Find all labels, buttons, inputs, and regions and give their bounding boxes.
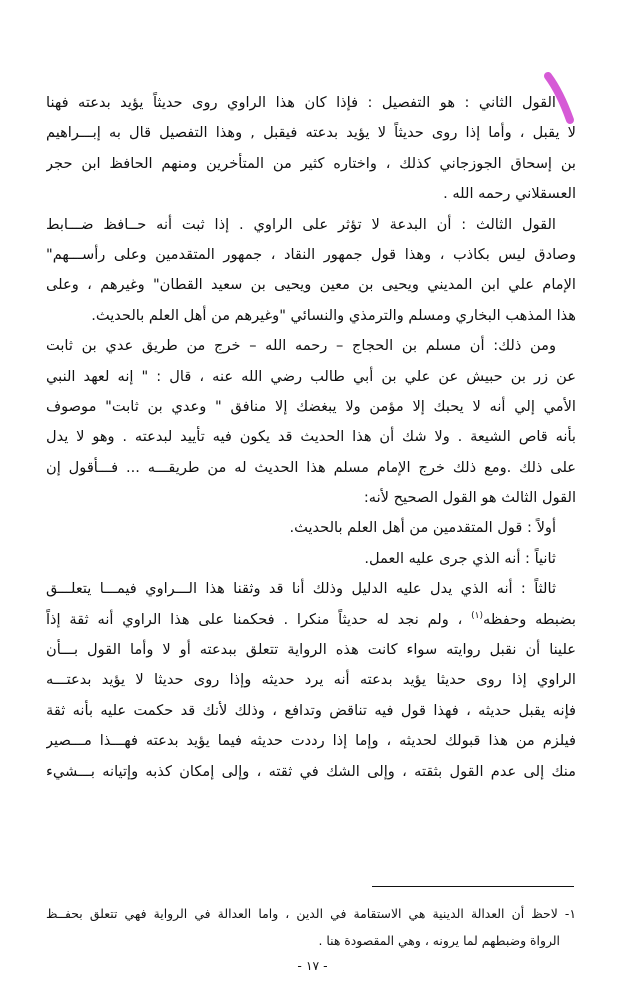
text-line: ومن ذلك: أن مسلم بن الحجاج – رحمه الله – خرج من طريق عدي بن ثابت (46, 337, 556, 355)
text-line: علينا أن نقبل روايته سواء كانت هذه الرواية تتعلق ببدعته أو لا وأما القول بـــأن (46, 641, 576, 659)
text-line: هذا المذهب البخاري ومسلم والترمذي والنسائي "وغيرهم من أهل العلم بالحديث. (91, 306, 576, 324)
text-segment: بضبطه وحفظه (483, 610, 576, 628)
text-line: القول الثاني : هو التفصيل : فإذا كان هذا الراوي روى حديثاً يؤيد بدعته فهنا (46, 94, 556, 111)
footnote-reference[interactable]: (١) (471, 610, 484, 621)
text-line: منك إلى عدم القول بثقته ، وإلى الشك في ثقته ، وإلى إمكان كذبه وإتيانه بـــشيء (46, 762, 576, 780)
text-segment: ، ولم نجد له حديثاً منكرا . فحكمنا على هذا الراوي أنه ثقة إذاً (46, 610, 463, 628)
footnote-separator (372, 886, 574, 887)
footnote-line: ١- لاحظ أن العدالة الدينية هي الاستقامة في الدين ، واما العدالة في الرواية فهي تتعلق بحفــظ (46, 906, 576, 921)
footnote (46, 900, 576, 954)
text-line: بأنه قاص الشيعة . ولا شك أن هذا الحديث قد يكون فيه تأييد لبدعته . وهو لا يدل (46, 428, 576, 446)
text-line: العسقلاني رحمه الله . (443, 185, 576, 203)
text-line: على ذلك .ومع ذلك خرج الإمام مسلم هذا الحديث له من طريقـــه ... فـــأقول إن (46, 458, 576, 476)
page-body (46, 88, 576, 787)
text-line: القول الثالث : أن البدعة لا تؤثر على الراوي . إذا ثبت أنه حــافظ ضـــابط (46, 215, 556, 233)
text-line: فيلزم من هذا قبولك لحديثه ، وإما إذا رددت حديثه فيما يؤيد بدعته فهـــذا مـــصير (46, 732, 576, 750)
text-line-with-footnote (46, 605, 576, 635)
text-line: الإمام علي ابن المديني ويحيى بن معين ويحيى بن سعيد القطان" وغيرهم ، وعلى (46, 276, 576, 294)
page-number: - ١٧ - (297, 958, 328, 973)
list-item: ثانياً : أنه الذي جرى عليه العمل. (364, 549, 556, 567)
text-line: القول الثالث هو القول الصحيح لأنه: (363, 489, 576, 507)
text-line: عن زر بن حبيش عن علي بن أبي طالب رضي الله عنه ، قال : " إنه لعهد النبي (46, 367, 576, 385)
text-line: بن إسحاق الجوزجاني كذلك ، واختاره كثير من المتأخرين ومنهم الحافظ ابن حجر (46, 154, 576, 172)
footnote-line: الرواة وضبطهم لما يرونه ، وهي المقصودة هنا . (318, 933, 560, 948)
text-line: الأمي إلي أنه لا يحبك إلا مؤمن ولا يبغضك إلا منافق " وعدي بن ثابت" موصوف (46, 397, 576, 415)
text-line: ثالثاً : أنه الذي يدل عليه الدليل وذلك أنا قد وثقنا هذا الـــراوي فيمـــا يتعلـــق (46, 580, 556, 598)
list-item: أولاً : قول المتقدمين من أهل العلم بالحديث. (289, 519, 556, 537)
text-line: الراوي إذا روى حديثا يؤيد بدعته أنه يرد حديثه وإذا روى حديثا لا يؤيد بدعتـــه (46, 671, 576, 689)
text-line: فإنه يقبل حديثه ، فهذا قول فيه تناقض وتدافع ، وذلك لأنك قد حكمت عليه بأنه ثقة (46, 701, 576, 719)
text-line: لا يقبل ، وأما إذا روى حديثاً لا يؤيد بدعته فيقبل , وهذا التفصيل قال به إبـــراهيم (46, 124, 576, 142)
text-line: وصادق ليس بكاذب ، وهذا قول جمهور النقاد ، جمهور المتقدمين وعلى رأســـهم" (46, 245, 576, 263)
